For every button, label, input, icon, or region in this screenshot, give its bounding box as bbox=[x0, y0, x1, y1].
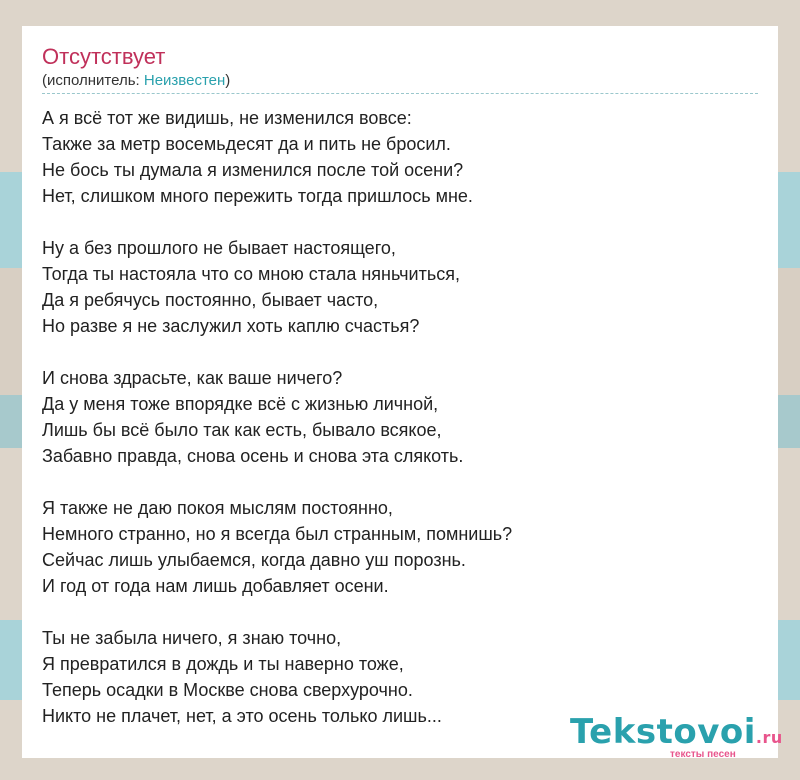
lyrics-line: Не бось ты думала я изменился после той осени? bbox=[42, 160, 464, 180]
lyrics-stanza bbox=[42, 105, 512, 209]
logo-name: Tekstovoi bbox=[570, 712, 756, 752]
lyrics-stanza bbox=[42, 625, 512, 729]
lyrics-line: Ты не забыла ничего, я знаю точно, bbox=[42, 628, 342, 648]
lyrics-line: Тогда ты настояла что со мною стала няньчиться, bbox=[42, 264, 460, 284]
lyrics-line: А я всё тот же видишь, не изменился вовсе: bbox=[42, 108, 412, 128]
lyrics-stanza bbox=[42, 365, 512, 469]
artist-link[interactable]: Неизвестен bbox=[143, 72, 226, 89]
lyrics-line: Никто не плачет, нет, а это осень только лишь... bbox=[42, 706, 442, 726]
lyrics-line: И год от года нам лишь добавляет осени. bbox=[42, 576, 389, 596]
lyrics-stanza bbox=[42, 495, 512, 599]
divider bbox=[42, 93, 758, 94]
lyrics-line: Да у меня тоже впорядке всё с жизнью личной, bbox=[42, 394, 439, 414]
lyrics-line: Также за метр восемьдесят да и пить не бросил. bbox=[42, 134, 451, 154]
lyrics-line: Но разве я не заслужил хоть каплю счастья? bbox=[42, 316, 420, 336]
lyrics-line: Забавно правда, снова осень и снова эта слякоть. bbox=[42, 446, 464, 466]
lyrics-line: Я также не даю покоя мыслям постоянно, bbox=[42, 498, 393, 518]
lyrics-line: Я превратился в дождь и ты наверно тоже, bbox=[42, 654, 404, 674]
lyrics-line: Да я ребячусь постоянно, бывает часто, bbox=[42, 290, 379, 310]
logo-tld: .ru bbox=[755, 728, 783, 747]
lyrics-line: Теперь осадки в Москве снова сверхурочно. bbox=[42, 680, 413, 700]
lyrics-line: И снова здрасьте, как ваше ничего? bbox=[42, 368, 343, 388]
logo-tagline: тексты песен bbox=[670, 749, 736, 760]
song-artist-line bbox=[42, 72, 230, 89]
lyrics-line: Немного странно, но я всегда был странным, помнишь? bbox=[42, 524, 513, 544]
lyrics-line: Лишь бы всё было так как есть, бывало всякое, bbox=[42, 420, 442, 440]
song-title: Отсутствует bbox=[42, 44, 166, 69]
lyrics-line: Ну а без прошлого не бывает настоящего, bbox=[42, 238, 396, 258]
lyrics-stanza bbox=[42, 235, 512, 339]
lyrics-line: Сейчас лишь улыбаемся, когда давно уш порознь. bbox=[42, 550, 466, 570]
lyrics-card bbox=[22, 26, 783, 760]
artist-suffix: ) bbox=[225, 72, 231, 89]
lyrics-line: Нет, слишком много пережить тогда пришлось мне. bbox=[42, 186, 473, 206]
lyrics-body bbox=[42, 105, 512, 755]
tekstovoi-logo[interactable] bbox=[570, 712, 783, 752]
artist-prefix: (исполнитель: bbox=[42, 72, 144, 89]
